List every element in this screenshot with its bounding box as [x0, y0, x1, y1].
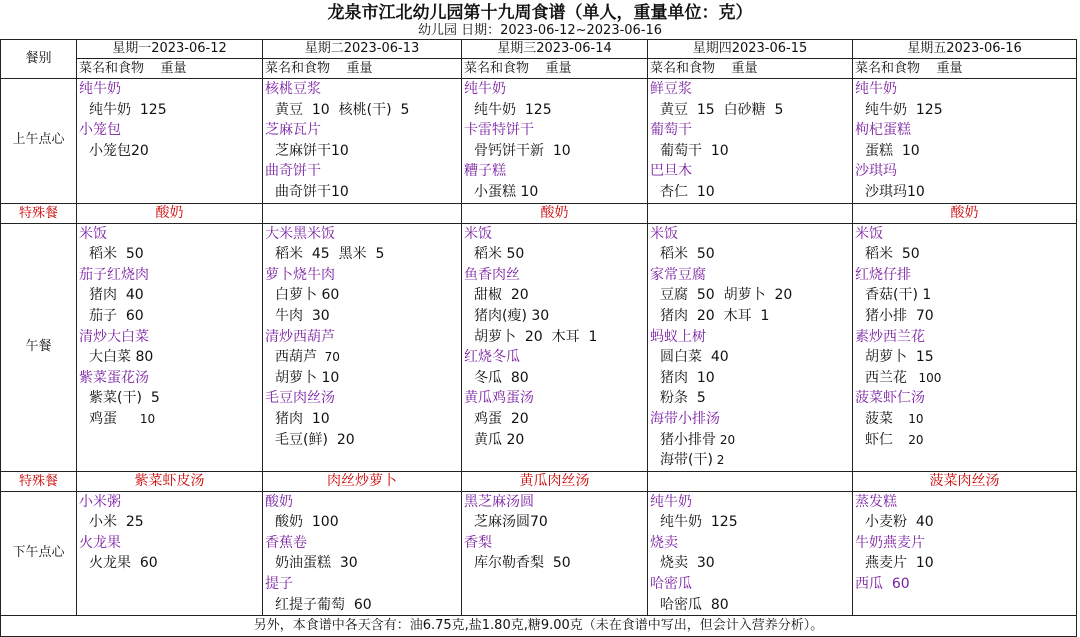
lunch-row: [1, 223, 1077, 471]
ingredient: 冬瓜 80: [474, 369, 529, 386]
menu-cell: [462, 491, 648, 616]
ingredient-weight: 20: [893, 432, 924, 447]
dish-name: 菠菜虾仁汤: [855, 390, 925, 407]
ingredient: 黄豆 10 核桃(干) 5: [275, 101, 410, 118]
ingredient-name: 鸡蛋: [89, 410, 117, 427]
dish-name: 清炒西葫芦: [265, 328, 335, 345]
row-label: 下午点心: [1, 491, 77, 616]
column-subheader: 菜名和食物 重量: [77, 59, 263, 79]
menu-cell: [853, 223, 1077, 471]
dish-name: 小笼包: [79, 122, 121, 139]
ingredient: 曲奇饼干10: [275, 183, 349, 200]
ingredient: 芝麻汤圆70: [474, 514, 548, 531]
ingredient: 杏仁 10: [660, 183, 715, 200]
special-meal-cell: 酸奶: [462, 203, 648, 223]
dish-name: 香蕉卷: [265, 534, 307, 551]
ingredient: 哈密瓜 80: [660, 596, 729, 613]
ingredient: 纯牛奶 125: [474, 101, 552, 118]
dish-name: 哈密瓜: [650, 576, 692, 593]
special-meal-cell: [648, 471, 853, 491]
footer-note: 另外，本食谱中各天含有：油6.75克,盐1.80克,糖9.00克（未在食谱中写出，但会计入营养分析）。: [1, 616, 1077, 637]
dish-name: 家常豆腐: [650, 266, 706, 283]
ingredient: 稻米 50: [89, 246, 144, 263]
dish-name: 枸杞蛋糕: [855, 122, 911, 139]
ingredient: 稻米 50: [474, 246, 525, 263]
menu-cell: [462, 79, 648, 204]
subheader-row: [1, 59, 1077, 79]
ingredient: [853, 409, 1076, 430]
ingredient: 黄豆 15 白砂糖 5: [660, 101, 784, 118]
ingredient: 猪肉 20 木耳 1: [660, 307, 770, 324]
dish-name: 沙琪玛: [855, 163, 897, 180]
dish-name: 纯牛奶: [855, 81, 897, 97]
dish-name: 毛豆肉丝汤: [265, 390, 335, 407]
ingredient: 火龙果 60: [89, 555, 158, 572]
menu-cell: [77, 223, 263, 471]
dish-name: 纯牛奶: [464, 81, 506, 97]
dish-name: 鲜豆浆: [650, 81, 692, 97]
ingredient: 圆白菜 40: [660, 349, 729, 366]
ingredient-weight: 70: [317, 350, 340, 365]
special-meal-cell: 酸奶: [77, 203, 263, 223]
column-subheader: 菜名和食物 重量: [648, 59, 853, 79]
dish-name: 葡萄干: [650, 122, 692, 139]
ingredient: 茄子 60: [89, 307, 144, 324]
ingredient: 猪肉(瘦) 30: [474, 307, 550, 324]
menu-cell: [853, 491, 1077, 616]
dish-name: 火龙果: [79, 534, 121, 551]
special-meal-cell: 紫菜虾皮汤: [77, 471, 263, 491]
row-label: 上午点心: [1, 79, 77, 204]
ingredient: 小蛋糕 10: [474, 183, 539, 200]
ingredient-name: 猪小排骨: [660, 431, 716, 448]
special-meal-row: [1, 471, 1077, 491]
ingredient: 甜椒 20: [474, 287, 529, 304]
ingredient: 小笼包20: [89, 142, 149, 159]
row-label: 特殊餐: [1, 471, 77, 491]
menu-cell: [77, 79, 263, 204]
menu-cell: [648, 79, 853, 204]
ingredient: 胡萝卜 15: [865, 349, 934, 366]
menu-subtitle: 幼儿园 日期：2023-06-12~2023-06-16: [417, 23, 663, 38]
dish-name: 牛奶燕麦片: [855, 534, 925, 551]
ingredient: 芝麻饼干10: [275, 142, 349, 159]
menu-cell: [648, 491, 853, 616]
ingredient: 烧卖 30: [660, 555, 715, 572]
dish-name: 红烧冬瓜: [464, 349, 520, 366]
ingredient-name: 西兰花: [865, 369, 907, 386]
dish-name: 大米黑米饭: [265, 225, 335, 242]
ingredient: 紫菜(干) 5: [89, 390, 160, 407]
ingredient: 大白菜 80: [89, 349, 154, 366]
dish-name: 纯牛奶: [650, 493, 692, 510]
menu-cell: [263, 223, 462, 471]
row-label: 午餐: [1, 223, 77, 471]
morning-snack-row: [1, 79, 1077, 204]
menu-cell: [77, 491, 263, 616]
ingredient-name: 菠菜: [865, 410, 893, 427]
menu-cell: [648, 223, 853, 471]
ingredient: 纯牛奶 125: [865, 101, 943, 118]
menu-cell: [462, 223, 648, 471]
dish-name: 米饭: [464, 225, 492, 242]
ingredient: 粉条 5: [660, 390, 706, 407]
special-meal-cell: 黄瓜肉丝汤: [462, 471, 648, 491]
dish-name: 糟子糕: [464, 163, 506, 180]
ingredient: 燕麦片 10: [865, 555, 934, 572]
ingredient: [853, 368, 1076, 389]
ingredient: [648, 450, 852, 471]
ingredient-name: 海带(干): [660, 452, 713, 469]
dish-name: 黄瓜鸡蛋汤: [464, 390, 534, 407]
day-header: 星期五2023-06-16: [853, 40, 1077, 59]
dish-name: 清炒大白菜: [79, 328, 149, 345]
menu-title: 龙泉市江北幼儿园第十九周食谱（单人，重量单位：克）: [327, 3, 753, 23]
dish-name: 卡雷特饼干: [464, 122, 534, 139]
dish-name: 酸奶: [265, 493, 293, 510]
ingredient: 蛋糕 10: [865, 142, 920, 159]
special-meal-cell: 肉丝炒萝卜: [263, 471, 462, 491]
dish-name: 巴旦木: [650, 163, 692, 180]
dish-name: 米饭: [855, 225, 883, 242]
menu-cell: [853, 79, 1077, 204]
ingredient-weight: 20: [716, 432, 736, 447]
special-meal-cell: [648, 203, 853, 223]
special-meal-cell: [263, 203, 462, 223]
ingredient: 黄瓜 20: [474, 431, 525, 448]
ingredient: 猪小排 70: [865, 307, 934, 324]
day-header: 星期四2023-06-15: [648, 40, 853, 59]
ingredient: 葡萄干 10: [660, 142, 729, 159]
day-header: 星期二2023-06-13: [263, 40, 462, 59]
menu-cell: [263, 491, 462, 616]
header-row: [1, 40, 1077, 59]
dish-name: 西瓜 60: [855, 576, 910, 593]
ingredient: 小麦粉 40: [865, 514, 934, 531]
meal-type-header: 餐别: [1, 40, 77, 79]
ingredient: 酸奶 100: [275, 514, 339, 531]
ingredient: 猪肉 10: [275, 410, 330, 427]
day-header: 星期三2023-06-14: [462, 40, 648, 59]
ingredient-weight: 100: [907, 370, 942, 385]
ingredient: 胡萝卜 20 木耳 1: [474, 328, 598, 345]
ingredient: 香菇(干) 1: [865, 287, 932, 304]
dish-name: 纯牛奶: [79, 81, 121, 97]
day-header: 星期一2023-06-12: [77, 40, 263, 59]
ingredient: 纯牛奶 125: [89, 101, 167, 118]
ingredient: 红提子葡萄 60: [275, 596, 372, 613]
row-label: 特殊餐: [1, 203, 77, 223]
ingredient: [853, 430, 1076, 451]
ingredient: 沙琪玛10: [865, 183, 925, 200]
dish-name: 米饭: [650, 225, 678, 242]
ingredient: 稻米 45 黑米 5: [275, 246, 385, 263]
dish-name: 烧卖: [650, 534, 678, 551]
ingredient: 白萝卜 60: [275, 287, 340, 304]
column-subheader: 菜名和食物 重量: [263, 59, 462, 79]
dish-name: 鱼香肉丝: [464, 266, 520, 283]
ingredient-weight: 10: [893, 411, 924, 426]
ingredient: 胡萝卜 10: [275, 369, 340, 386]
ingredient: 稻米 50: [660, 246, 715, 263]
ingredient: [648, 430, 852, 451]
dish-name: 萝卜烧牛肉: [265, 266, 335, 283]
dish-name: 茄子红烧肉: [79, 266, 149, 283]
ingredient: 小米 25: [89, 514, 144, 531]
ingredient-name: 虾仁: [865, 431, 893, 448]
ingredient: [77, 409, 262, 430]
ingredient: 稻米 50: [865, 246, 920, 263]
ingredient-name: 西葫芦: [275, 349, 317, 366]
dish-name: 黑芝麻汤圆: [464, 493, 534, 510]
ingredient: 库尔勒香梨 50: [474, 555, 571, 572]
dish-name: 小米粥: [79, 493, 121, 510]
dish-name: 曲奇饼干: [265, 163, 321, 180]
column-subheader: 菜名和食物 重量: [853, 59, 1077, 79]
ingredient: 奶油蛋糕 30: [275, 555, 358, 572]
ingredient: 纯牛奶 125: [660, 514, 738, 531]
column-subheader: 菜名和食物 重量: [462, 59, 648, 79]
special-meal-cell: 酸奶: [853, 203, 1077, 223]
dish-name: 蚂蚁上树: [650, 328, 706, 345]
dish-name: 米饭: [79, 225, 107, 242]
menu-cell: [263, 79, 462, 204]
ingredient-weight: 10: [117, 411, 156, 426]
dish-name: 香梨: [464, 534, 492, 551]
ingredient: 猪肉 10: [660, 369, 715, 386]
dish-name: 芝麻瓦片: [265, 122, 321, 139]
dish-name: 核桃豆浆: [265, 81, 321, 97]
afternoon-snack-row: [1, 491, 1077, 616]
menu-table: [0, 39, 1077, 637]
footer-row: [1, 616, 1077, 637]
dish-name: 素炒西兰花: [855, 328, 925, 345]
ingredient: 毛豆(鲜) 20: [275, 431, 355, 448]
dish-name: 海带小排汤: [650, 410, 720, 427]
dish-name: 蒸发糕: [855, 493, 897, 510]
ingredient: [263, 347, 461, 368]
ingredient-weight: 2: [712, 453, 725, 468]
special-meal-row: [1, 203, 1077, 223]
ingredient: 牛肉 30: [275, 307, 330, 324]
ingredient: 鸡蛋 20: [474, 410, 529, 427]
dish-name: 提子: [265, 576, 293, 593]
dish-name: 紫菜蛋花汤: [79, 369, 149, 386]
special-meal-cell: 菠菜肉丝汤: [853, 471, 1077, 491]
ingredient: 豆腐 50 胡萝卜 20: [660, 287, 793, 304]
ingredient: 猪肉 40: [89, 287, 144, 304]
ingredient: 骨钙饼干新 10: [474, 142, 571, 159]
dish-name: 红烧仔排: [855, 266, 911, 283]
